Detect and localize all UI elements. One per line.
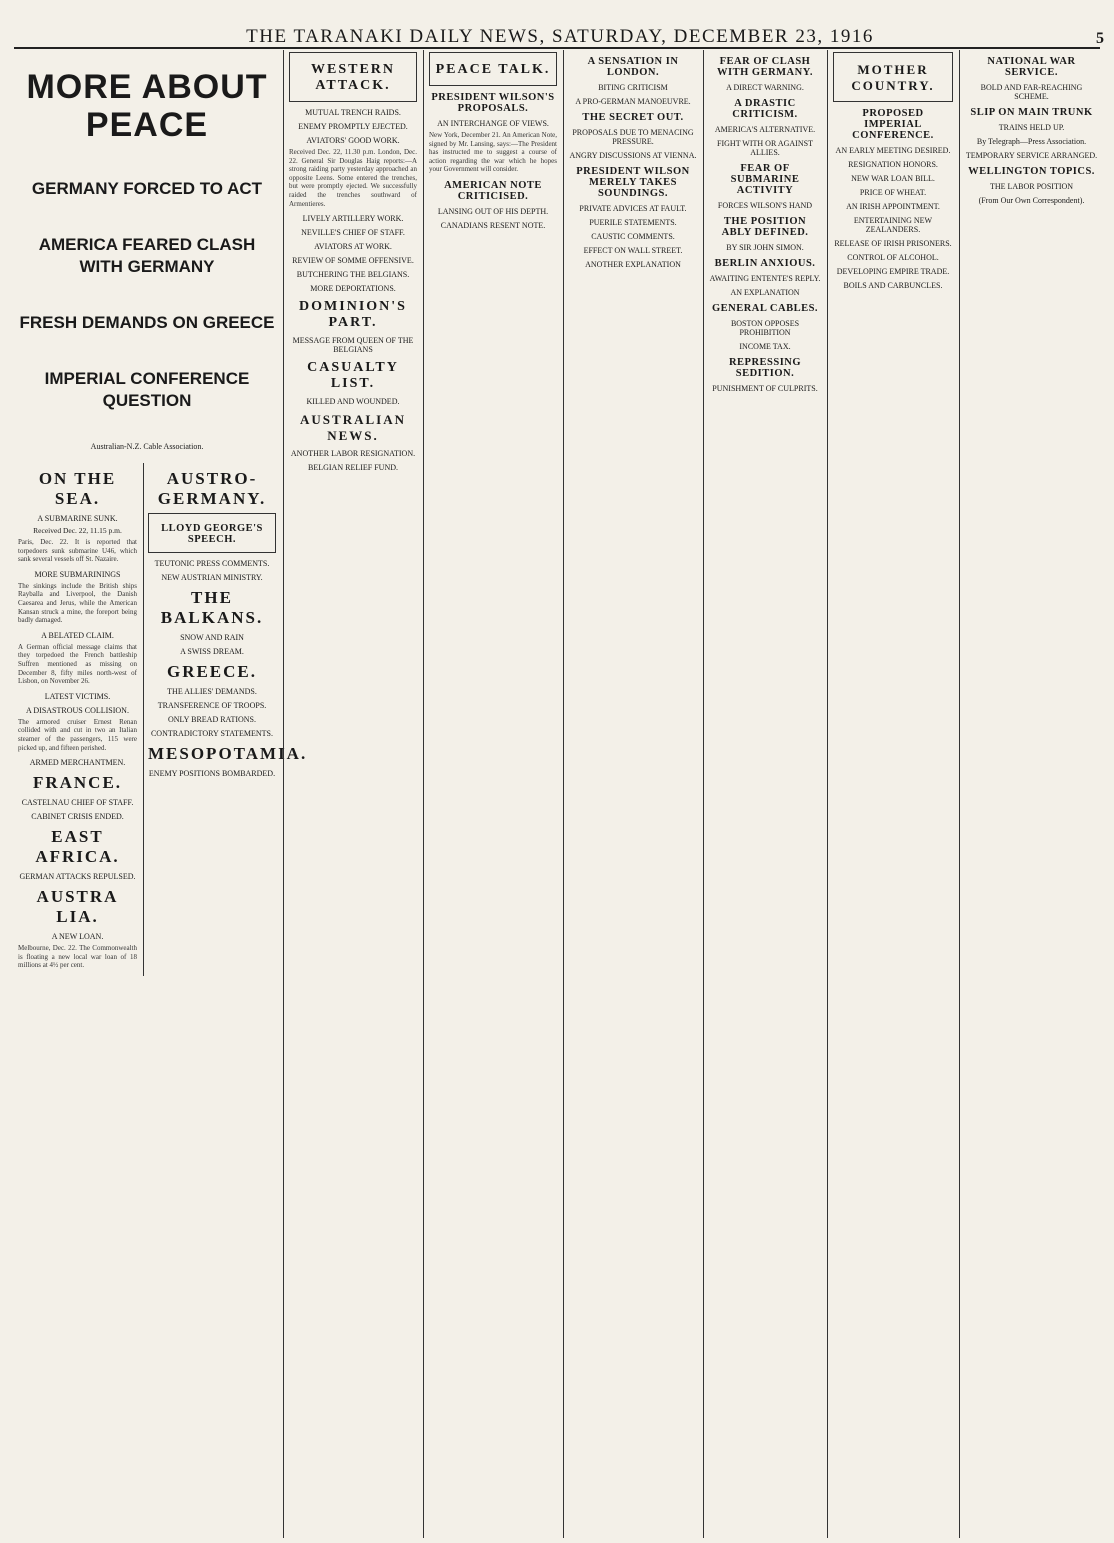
submarine-fear-heading: FEAR OF SUBMARINE ACTIVITY (730, 163, 800, 196)
divider (827, 50, 828, 1538)
american-heading: AMERICAN NOTE CRITICISED. (444, 179, 542, 202)
more-sub: MORE SUBMARININGS (34, 569, 121, 579)
caustic-sub: CAUSTIC COMMENTS. (591, 232, 675, 241)
peace-sub1: PRESIDENT WILSON'S PROPOSALS. (431, 92, 555, 114)
deck-3: FRESH DEMANDS ON GREECE (19, 313, 275, 332)
dominion-heading: DOMINION'S PART. (299, 299, 407, 331)
wall-sub: EFFECT ON WALL STREET. (583, 246, 683, 255)
canadian-sub: CANADIANS RESENT NOTE. (440, 220, 546, 230)
casualty-heading: CASUALTY LIST. (307, 360, 399, 392)
entertain-sub: ENTERTAINING NEW ZEALANDERS. (853, 216, 933, 234)
balkans-sub: SNOW AND RAIN (180, 633, 244, 642)
somme-sub: REVIEW OF SOMME OFFENSIVE. (292, 256, 414, 266)
divider (959, 50, 960, 1538)
france-sub: CASTELNAU CHIEF OF STAFF. (21, 798, 134, 808)
collision-sub: A DISASTROUS COLLISION. (26, 705, 129, 715)
column-fear (705, 50, 825, 1538)
latest-sub: LATEST VICTIMS. (44, 691, 111, 701)
loan-sub: NEW WAR LOAN BILL. (851, 174, 935, 183)
income-sub: INCOME TAX. (739, 342, 791, 351)
western-sub2: ENEMY PROMPTLY EJECTED. (298, 122, 408, 131)
mother-sub2: AN EARLY MEETING DESIRED. (835, 146, 951, 155)
aviators-sub: AVIATORS AT WORK. (314, 242, 392, 252)
vienna-sub: ANGRY DISCUSSIONS AT VIENNA. (569, 151, 697, 160)
austro-sub: LLOYD GEORGE'S SPEECH. (161, 523, 263, 545)
mother-sub1: PROPOSED IMPERIAL CONFERENCE. (852, 108, 934, 141)
temp-sub: TEMPORARY SERVICE ARRANGED. (965, 151, 1098, 160)
austro-box (148, 513, 276, 553)
national-heading: NATIONAL WAR SERVICE. (987, 56, 1076, 78)
armed-sub: ARMED MERCHANTMEN. (29, 758, 126, 768)
column-national (961, 50, 1102, 1538)
boils-sub: BOILS AND CARBUNCLES. (843, 281, 943, 290)
boston-sub: BOSTON OPPOSES PROHIBITION (730, 319, 800, 337)
peace-heading: PEACE TALK. (435, 62, 551, 77)
divider (423, 50, 424, 1538)
page-number: 5 (1096, 30, 1104, 47)
aust-news-sub: ANOTHER LABOR RESIGNATION. (290, 449, 416, 459)
drastic-heading: A DRASTIC CRITICISM. (732, 98, 798, 120)
fear-heading: FEAR OF CLASH WITH GERMANY. (717, 56, 813, 78)
sea-body: Paris, Dec. 22. It is reported that torpedoers sunk submarine U46, which sank several vessels off St. Nazaire. (18, 538, 137, 564)
forces-sub: FORCES WILSON'S HAND (717, 201, 813, 210)
column-mother (829, 50, 957, 1538)
secret-sub: PROPOSALS DUE TO MENACING PRESSURE. (572, 128, 694, 146)
sea-date: Received Dec. 22, 11.15 p.m. (33, 526, 122, 535)
drastic-sub: AMERICA'S ALTERNATIVE. (714, 125, 816, 134)
national-sub: BOLD AND FAR-REACHING SCHEME. (980, 83, 1083, 101)
position-heading: THE POSITION ABLY DEFINED. (721, 216, 809, 238)
austro-sub2: TEUTONIC PRESS COMMENTS. (154, 559, 270, 568)
slip-assoc: By Telegraph—Press Association. (976, 137, 1087, 146)
belgian-fund-sub: BELGIAN RELIEF FUND. (308, 463, 398, 473)
berlin-heading: BERLIN ANXIOUS. (714, 258, 816, 269)
mother-heading: MOTHER COUNTRY. (851, 62, 935, 93)
deck-4: IMPERIAL CONFERENCE QUESTION (44, 369, 250, 410)
deck-2: AMERICA FEARED CLASH WITH GERMANY (38, 235, 256, 276)
masthead (0, 0, 1114, 47)
berlin-sub: AWAITING ENTENTE'S REPLY. (709, 274, 821, 283)
western-sub3: AVIATORS' GOOD WORK. (306, 136, 400, 145)
western-heading: WESTERN ATTACK. (310, 62, 396, 93)
labor-sub: THE LABOR POSITION (989, 182, 1074, 191)
cable-association: Australian-N.Z. Cable Association. (90, 442, 204, 451)
slip-heading: SLIP ON MAIN TRUNK (970, 107, 1093, 118)
sensation-heading: A SENSATION IN LONDON. (587, 56, 679, 78)
wheat-sub: PRICE OF WHEAT. (859, 188, 927, 197)
claim-sub: A BELATED CLAIM. (41, 630, 114, 640)
aust-news-heading: AUSTRALIAN NEWS. (300, 412, 406, 444)
masthead-rule (14, 47, 1100, 49)
africa-heading: EAST AFRICA. (35, 827, 120, 867)
austro-heading: AUSTRO-GERMANY. (157, 469, 267, 508)
column-peace (425, 50, 561, 1538)
column-sensation (565, 50, 701, 1538)
puerile-sub: PUERILE STATEMENTS. (589, 218, 677, 227)
cables-heading: GENERAL CABLES. (711, 303, 819, 314)
dominion-sub: MESSAGE FROM QUEEN OF THE BELGIANS (292, 336, 414, 355)
deck-1: GERMANY FORCED TO ACT (31, 179, 263, 198)
france-heading: FRANCE. (32, 773, 123, 793)
western-body: Received Dec. 22, 11.30 p.m. London, Dec. 22. General Sir Douglas Haig reports:—A strong raiding party yesterday approached an opposite Leens. Some entered the trenches, but were promptly ejected. We successfully raided the trenches southward of Armentieres. (289, 148, 417, 208)
private-sub: PRIVATE ADVICES AT FAULT. (579, 204, 687, 213)
greece-sub: THE ALLIES' DEMANDS. (167, 687, 257, 696)
australia-sub: A NEW LOAN. (51, 932, 104, 942)
peace-sub2: AN INTERCHANGE OF VIEWS. (437, 119, 549, 128)
meso-sub: ENEMY POSITIONS BOMBARDED. (148, 769, 276, 778)
storm-sub: A SWISS DREAM. (180, 647, 244, 656)
correspondent-sub: (From Our Own Correspondent). (978, 196, 1085, 205)
troops-sub: TRANSFERENCE OF TROOPS. (157, 701, 267, 710)
belgians-sub: BUTCHERING THE BELGIANS. (296, 270, 410, 280)
irish-sub: AN IRISH APPOINTMENT. (846, 202, 940, 211)
staff-sub: NEVILLE'S CHIEF OF STAFF. (301, 228, 405, 238)
sensation-sub1: BITING CRITICISM (598, 83, 668, 92)
main-headline: MORE ABOUT PEACE (26, 68, 268, 144)
australia-body: Melbourne, Dec. 22. The Commonwealth is floating a new local war loan of 18 millions at 4½ per cent. (18, 944, 137, 970)
sensation-sub2: A PRO-GERMAN MANOEUVRE. (575, 97, 691, 106)
position-sub: BY SIR JOHN SIMON. (726, 243, 804, 252)
casualty-sub: KILLED AND WOUNDED. (306, 397, 400, 407)
balkans-heading: THE BALKANS. (160, 588, 264, 627)
sedition-sub: PUNISHMENT OF CULPRITS. (712, 384, 818, 393)
alcohol-sub: CONTROL OF ALCOHOL. (847, 253, 939, 262)
divider (563, 50, 564, 1538)
western-sub1: MUTUAL TRENCH RAIDS. (305, 108, 401, 117)
claim-body: A German official message claims that they torpedoed the French battleship Suffren mentioned as missing on December 8, fifty miles north-west of Lisbon, on November 26. (18, 642, 137, 686)
secret-heading: THE SECRET OUT. (582, 112, 684, 123)
column-lead (14, 50, 308, 1538)
empire-sub: DEVELOPING EMPIRE TRADE. (836, 267, 950, 276)
australia-heading: AUSTRA LIA. (36, 887, 119, 927)
sea-heading: ON THE SEA. (38, 469, 117, 508)
american-sub: LANSING OUT OF HIS DEPTH. (437, 206, 549, 216)
release-sub: RELEASE OF IRISH PRISONERS. (834, 239, 952, 248)
wilson-heading: PRESIDENT WILSON MERELY TAKES SOUNDINGS. (576, 166, 690, 199)
meso-heading: MESOPOTAMIA. (148, 744, 308, 763)
ministry-sub: NEW AUSTRIAN MINISTRY. (161, 573, 263, 582)
explanation-sub: ANOTHER EXPLANATION (585, 260, 681, 269)
sedition-heading: REPRESSING SEDITION. (728, 357, 802, 379)
masthead-title: THE TARANAKI DAILY NEWS, SATURDAY, DECEMBER 23, 1916 (246, 26, 874, 47)
sea-sub: A SUBMARINE SUNK. (37, 514, 118, 523)
peace-box (429, 52, 557, 86)
wellington-heading: WELLINGTON TOPICS. (968, 166, 1095, 177)
an-explanation-sub: AN EXPLANATION (730, 288, 800, 297)
resign-sub: RESIGNATION HONORS. (848, 160, 938, 169)
fear-sub: A DIRECT WARNING. (726, 83, 804, 92)
divider (703, 50, 704, 1538)
peace-body: New York, December 21. An American Note, signed by Mr. Lansing, says:—The President has instructed me to suggest a course of action regarding the war which he hopes your Government will consider. (429, 131, 557, 174)
mother-box (833, 52, 953, 102)
africa-sub: GERMAN ATTACKS REPULSED. (19, 872, 136, 882)
bread-sub: ONLY BREAD RATIONS. (167, 715, 256, 724)
slip-sub: TRAINS HELD UP. (998, 123, 1065, 132)
fight-sub: FIGHT WITH OR AGAINST ALLIES. (717, 139, 813, 157)
western-box (289, 52, 417, 102)
cabinet-sub: CABINET CRISIS ENDED. (31, 812, 124, 822)
more-body: The sinkings include the British ships Rayballa and Liverpool, the Danish Caesarea and Jerus, while the American Kansan struck a mine, the foreport being badly damaged. (18, 581, 137, 625)
collision-body: The armored cruiser Ernest Renan collided with and cut in two an Italian steamer of the passengers, 115 were picked up, and fifteen perished. (18, 717, 137, 752)
contra-sub: CONTRADICTORY STATEMENTS. (150, 729, 274, 738)
divider (283, 50, 284, 1538)
artillery-sub: LIVELY ARTILLERY WORK. (302, 214, 404, 224)
greece-heading: GREECE. (166, 662, 258, 681)
column-western (285, 50, 421, 1538)
deport-sub: MORE DEPORTATIONS. (310, 284, 396, 294)
